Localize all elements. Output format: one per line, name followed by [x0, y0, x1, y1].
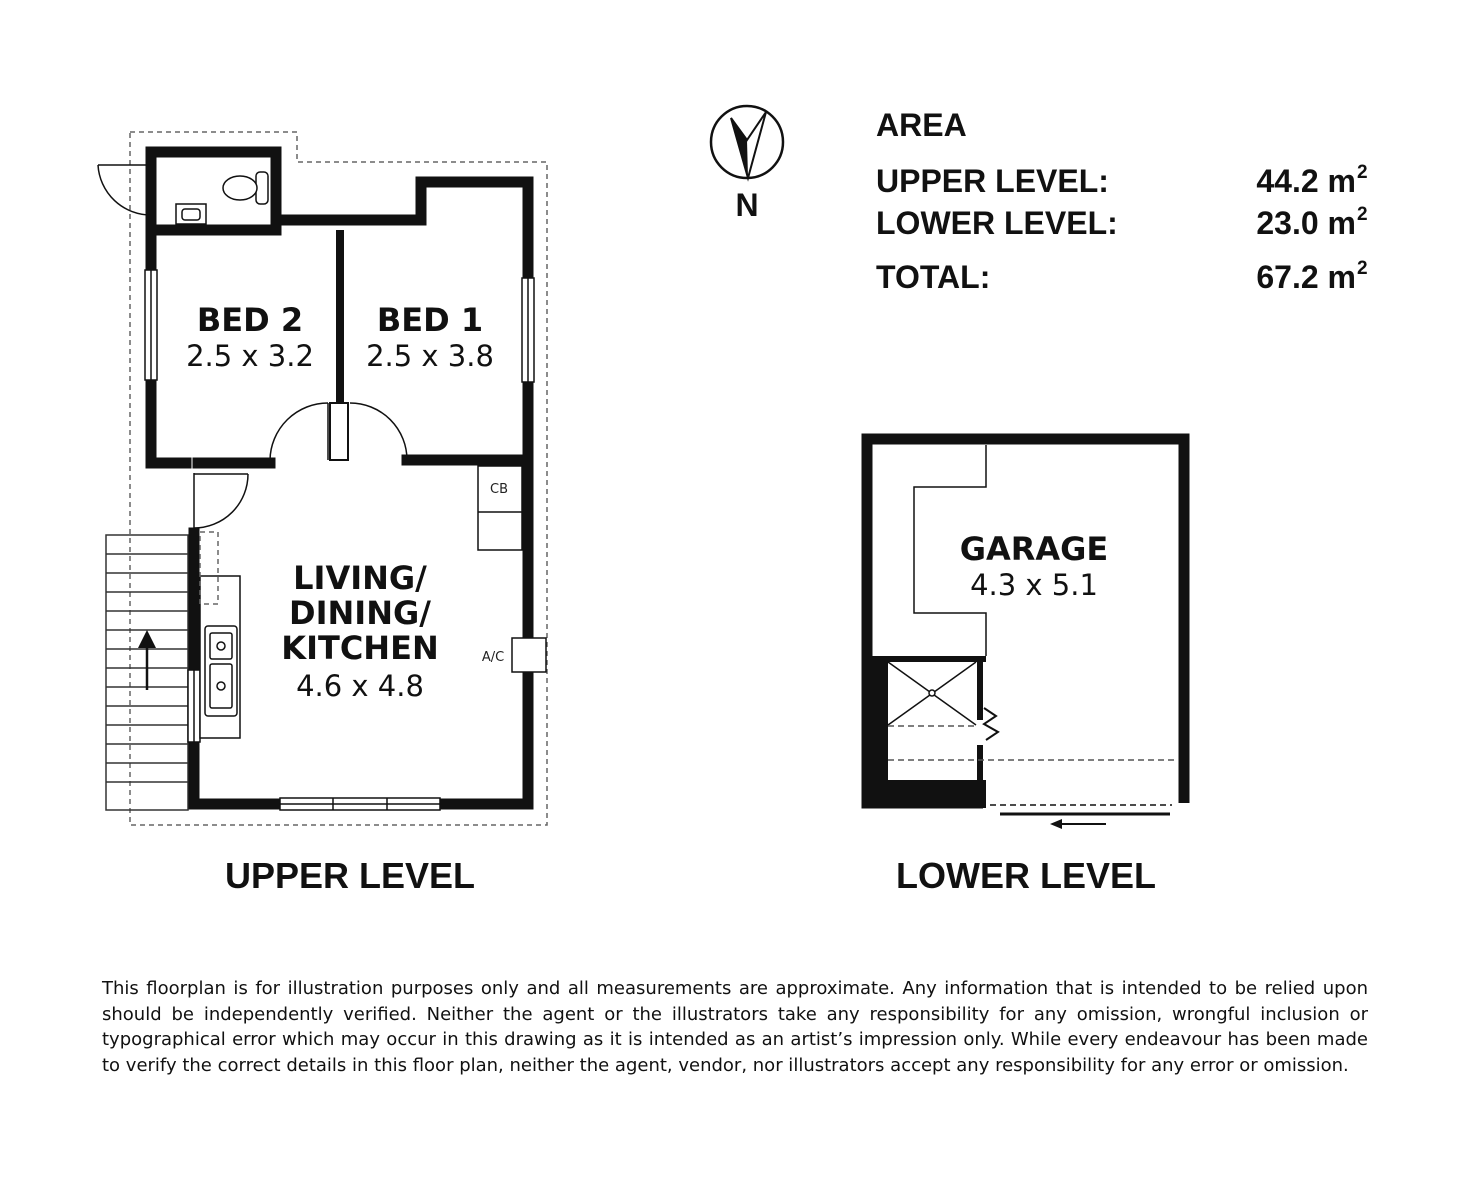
area-lower-sup: 2	[1357, 204, 1368, 225]
stairs-up-arrow-icon	[138, 630, 156, 690]
garage-dims: 4.3 x 5.1	[970, 568, 1098, 602]
lower-level-plan	[862, 439, 1184, 896]
living-name-line1: LIVING/	[293, 559, 427, 597]
area-table	[876, 107, 1368, 295]
area-lower-value	[1256, 205, 1356, 241]
ac-label: A/C	[481, 650, 505, 665]
stair-break-icon	[984, 708, 998, 740]
compass-label: N	[735, 187, 759, 223]
area-lower-number: 23.0 m	[1256, 205, 1356, 241]
area-total-label: TOTAL:	[876, 259, 991, 295]
area-heading: AREA	[876, 107, 967, 143]
kitchen-bench	[200, 576, 240, 738]
area-upper-value	[1256, 163, 1356, 199]
bed2-dims: 2.5 x 3.2	[186, 339, 314, 373]
garage-name: GARAGE	[959, 530, 1109, 568]
area-upper-label: UPPER LEVEL:	[876, 163, 1109, 199]
bed1-dims: 2.5 x 3.8	[366, 339, 494, 373]
north-arrow-icon	[711, 106, 783, 223]
stair-void	[876, 656, 986, 780]
upper-level-plan	[98, 132, 547, 896]
upper-level-title: UPPER LEVEL	[224, 855, 476, 896]
roller-door	[990, 805, 1172, 814]
bed1-window	[522, 278, 534, 382]
bed1-door	[350, 403, 407, 460]
disclaimer-text: This floorplan is for illustration purposes only and all measurements are approximate. Any information that is intended to be relied upon should be independently verified. Neither the agent or the illustrators take any responsibility for any omission, wrongful inclusion or typographical error which may occur in this drawing as it is intended as an artist’s impression only. While every endeavour has been made to verify the correct details in this floor plan, neither the agent, vendor, nor illustrators accept any responsibility for any error or omission.	[102, 978, 1368, 1076]
roller-door-arrow-icon	[1050, 819, 1106, 829]
bed2-name: BED 2	[196, 301, 304, 339]
area-upper-sup: 2	[1357, 162, 1368, 183]
wc-door	[98, 165, 151, 215]
ac-unit	[512, 638, 546, 672]
living-dims: 4.6 x 4.8	[296, 669, 424, 703]
cupboard	[478, 466, 522, 550]
area-total-value	[1256, 259, 1356, 295]
living-name-line3: KITCHEN	[281, 629, 439, 667]
area-upper-number: 44.2 m	[1256, 163, 1356, 199]
cb-label: CB	[490, 482, 508, 497]
area-total-number: 67.2 m	[1256, 259, 1356, 295]
bed2-door	[270, 403, 328, 460]
lower-level-title: LOWER LEVEL	[896, 855, 1156, 896]
toilet-icon	[223, 172, 268, 204]
bed2-window	[145, 270, 157, 380]
entry-door	[194, 473, 248, 530]
bed1-name: BED 1	[376, 301, 484, 339]
living-window	[280, 798, 440, 810]
basin-icon	[176, 204, 206, 224]
area-lower-label: LOWER LEVEL:	[876, 205, 1118, 241]
living-name-line2: DINING/	[289, 594, 431, 632]
kitchen-window	[188, 670, 200, 742]
area-total-sup: 2	[1357, 258, 1368, 279]
